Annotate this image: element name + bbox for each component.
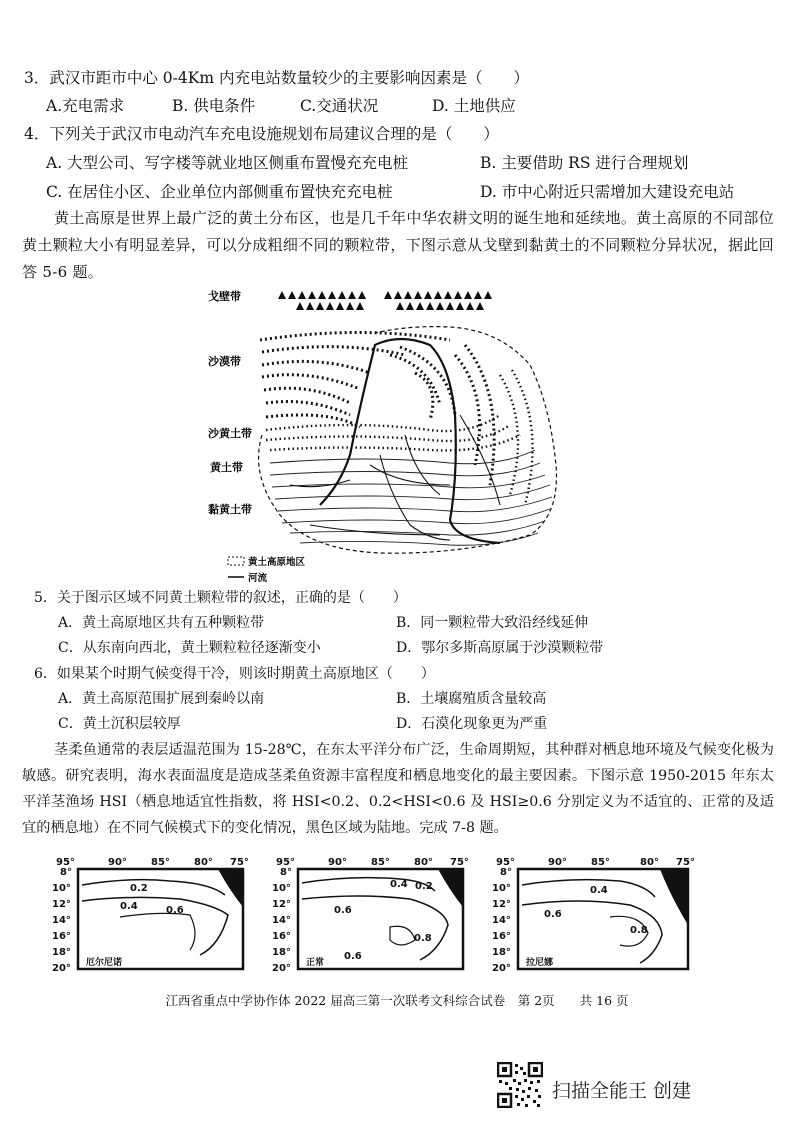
- svg-text:14°: 14°: [52, 915, 71, 926]
- page-footer: 江西省重点中学协作体 2022 届高三第一次联考文科综合试卷 第 2页 共 16 页: [165, 993, 629, 1008]
- q3-option-c: C.交通状况: [300, 97, 379, 115]
- hsi-panel-normal: [272, 857, 469, 974]
- q6-option-d: D．石漠化现象更为严重: [396, 716, 548, 732]
- svg-text:80°: 80°: [640, 857, 659, 868]
- q5-option-c: C．从东南向西北，黄土颗粒粒径逐渐变小: [58, 640, 321, 656]
- scanner-brand-text: 扫描全能王 创建: [552, 1080, 692, 1102]
- hsi-panel-el-nino: [52, 857, 249, 974]
- svg-text:90°: 90°: [108, 857, 127, 868]
- q6-option-a: A．黄土高原范围扩展到秦岭以南: [58, 691, 265, 707]
- svg-text:0.6: 0.6: [344, 951, 362, 962]
- qr-code-icon: [497, 1062, 543, 1108]
- svg-text:0.6: 0.6: [544, 909, 562, 920]
- hsi-maps: [50, 855, 700, 975]
- q6-option-b: B．土壤腐殖质含量较高: [396, 691, 547, 707]
- svg-text:10°: 10°: [492, 883, 511, 894]
- legend-boundary-swatch: [228, 557, 244, 565]
- svg-text:0.8: 0.8: [414, 933, 432, 944]
- svg-text:16°: 16°: [52, 931, 71, 942]
- band-label-desert: 沙漠带: [208, 355, 241, 368]
- svg-text:75°: 75°: [230, 857, 249, 868]
- svg-text:20°: 20°: [52, 963, 71, 974]
- svg-text:95°: 95°: [56, 857, 75, 868]
- band-label-loess: 黄土带: [210, 461, 243, 474]
- svg-text:14°: 14°: [492, 915, 511, 926]
- band-label-sandy-loess: 沙黄土带: [208, 427, 252, 440]
- svg-text:0.6: 0.6: [166, 905, 184, 916]
- loess-band-lines: [270, 450, 552, 545]
- svg-text:0.6: 0.6: [334, 905, 352, 916]
- svg-text:80°: 80°: [194, 857, 213, 868]
- svg-text:20°: 20°: [492, 963, 511, 974]
- q3-option-d: D. 土地供应: [432, 97, 516, 115]
- svg-text:16°: 16°: [492, 931, 511, 942]
- svg-text:0.4: 0.4: [590, 885, 608, 896]
- q4-option-a: A. 大型公司、写字楼等就业地区侧重布置慢充充电桩: [46, 154, 409, 172]
- svg-text:18°: 18°: [272, 947, 291, 958]
- q5-option-d: D．鄂尔多斯高原属于沙漠颗粒带: [396, 640, 604, 656]
- svg-text:8°: 8°: [500, 867, 512, 878]
- svg-text:75°: 75°: [450, 857, 469, 868]
- band-label-clay-loess: 黏黄土带: [208, 503, 252, 516]
- q3-option-b: B. 供电条件: [172, 97, 256, 115]
- svg-text:95°: 95°: [276, 857, 295, 868]
- svg-text:0.4: 0.4: [120, 901, 138, 912]
- svg-text:95°: 95°: [496, 857, 515, 868]
- svg-text:0.4: 0.4: [390, 879, 408, 890]
- q5-option-b: B．同一颗粒带大致沿经线延伸: [396, 615, 589, 631]
- q3-stem: 3．武汉市距市中心 0-4Km 内充电站数量较少的主要影响因素是（ ）: [24, 69, 529, 87]
- q5-stem: 5．关于图示区域不同黄土颗粒带的叙述，正确的是（ ）: [34, 590, 407, 606]
- loess-intro-paragraph: 黄土高原是世界上最广泛的黄土分布区，也是几千年中华农耕文明的诞生地和延续地。黄土高原的不同部位黄土颗粒大小有明显差异，可以分成粗细不同的颗粒带，下图示意从戈壁到黏黄土的不同颗粒分异状况，据此回答 5-6 题。: [22, 209, 774, 281]
- svg-text:90°: 90°: [548, 857, 567, 868]
- svg-text:16°: 16°: [272, 931, 291, 942]
- q6-stem: 6．如果某个时期气候变得干冷，则该时期黄土高原地区（ ）: [34, 666, 435, 682]
- loess-particle-band-map: [200, 285, 580, 585]
- svg-text:8°: 8°: [280, 867, 292, 878]
- squid-intro-paragraph: 茎柔鱼通常的表层适温范围为 15-28℃，在东太平洋分布广泛，生命周期短，其种群对栖息地环境及气候变化极为敏感。研究表明，海水表面温度是造成茎柔鱼资源丰富程度和栖息地变化的最主要因素。下图示意 1950-2015 年东太平洋茎渔场 HSI（栖息地适宜性指数，将 HSI<0.2、0.2<HSI<0.6 及 HSI≥0.6 分别定义为不适宜的、正常的及适宜的栖息地）在不同气候模式下的变化情况，黑色区域为陆地。完成 7-8 题。: [22, 742, 774, 836]
- legend-river-label: 河流: [248, 573, 268, 584]
- q6-option-c: C．黄土沉积层较厚: [58, 716, 181, 732]
- desert-band-dots: [260, 333, 494, 486]
- svg-text:12°: 12°: [272, 899, 291, 910]
- yellow-river: [320, 339, 500, 543]
- svg-text:拉尼娜: 拉尼娜: [526, 958, 554, 968]
- q4-option-d: D. 市中心附近只需增加大建设充电站: [480, 183, 735, 201]
- svg-text:80°: 80°: [414, 857, 433, 868]
- svg-text:20°: 20°: [272, 963, 291, 974]
- svg-text:厄尔尼诺: 厄尔尼诺: [86, 958, 123, 968]
- svg-text:12°: 12°: [492, 899, 511, 910]
- q4-stem: 4．下列关于武汉市电动汽车充电设施规划布局建议合理的是（ ）: [24, 125, 499, 143]
- svg-text:14°: 14°: [272, 915, 291, 926]
- svg-text:8°: 8°: [60, 867, 72, 878]
- svg-text:85°: 85°: [151, 857, 170, 868]
- svg-text:90°: 90°: [328, 857, 347, 868]
- svg-text:85°: 85°: [591, 857, 610, 868]
- legend-plateau-label: 黄土高原地区: [248, 557, 306, 568]
- band-label-gobi: 戈壁带: [208, 290, 241, 303]
- svg-text:85°: 85°: [371, 857, 390, 868]
- svg-text:0.2: 0.2: [130, 883, 148, 894]
- svg-text:75°: 75°: [676, 857, 695, 868]
- hsi-panel-la-nina: [492, 857, 695, 974]
- svg-text:0.8: 0.8: [630, 925, 648, 936]
- svg-text:10°: 10°: [272, 883, 291, 894]
- svg-text:10°: 10°: [52, 883, 71, 894]
- q4-option-b: B. 主要借助 RS 进行合理规划: [480, 154, 689, 172]
- svg-text:正常: 正常: [306, 958, 325, 968]
- svg-text:0.2: 0.2: [415, 881, 433, 892]
- svg-text:18°: 18°: [52, 947, 71, 958]
- svg-text:12°: 12°: [52, 899, 71, 910]
- gobi-triangles: [278, 291, 492, 310]
- svg-text:18°: 18°: [492, 947, 511, 958]
- q4-option-c: C. 在居住小区、企业单位内部侧重布置快充充电桩: [46, 183, 393, 201]
- q3-option-a: A.充电需求: [46, 97, 125, 115]
- q5-option-a: A．黄土高原地区共有五种颗粒带: [58, 615, 265, 631]
